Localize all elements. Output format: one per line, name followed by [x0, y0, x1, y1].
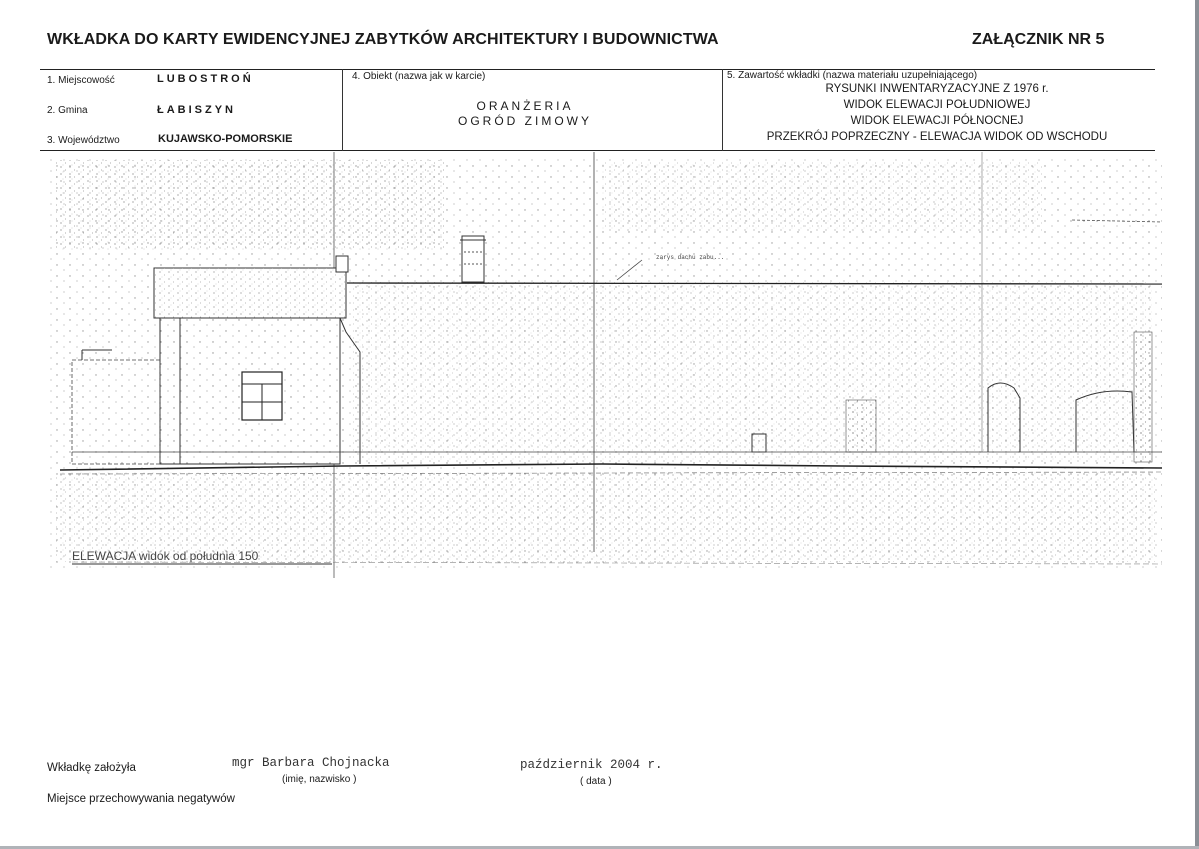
object-name	[395, 99, 655, 129]
document-title: WKŁADKA DO KARTY EWIDENCYJNEJ ZABYTKÓW ARCHITEKTURY I BUDOWNICTWA	[47, 31, 719, 48]
page-edge-right	[1195, 0, 1199, 849]
author-caption: (imię, nazwisko )	[282, 774, 357, 785]
commune-value: ŁABISZYN	[157, 104, 236, 116]
elevation-drawing	[42, 152, 1165, 578]
object-name-line-2: OGRÓD ZIMOWY	[458, 114, 592, 128]
object-label: 4. Obiekt (nazwa jak w karcie)	[352, 71, 486, 82]
created-by-label: Wkładkę założyła	[47, 762, 136, 774]
annex-number: ZAŁĄCZNIK NR 5	[972, 31, 1105, 48]
header-top-rule	[40, 69, 1155, 70]
content-item-1: RYSUNKI INWENTARYZACYJNE Z 1976 r.	[825, 83, 1049, 95]
date-caption: ( data )	[580, 776, 612, 787]
drawing-annotation: zarys dachu zabu...	[656, 254, 725, 261]
content-item-4: PRZEKRÓJ POPRZECZNY - ELEWACJA WIDOK OD WSCHODU	[766, 131, 1108, 143]
header-divider-1	[342, 69, 343, 151]
header-bottom-rule	[40, 150, 1155, 151]
content-label: 5. Zawartość wkładki (nazwa materiału uzupełniającego)	[727, 70, 978, 81]
commune-label: 2. Gmina	[47, 105, 88, 116]
creation-date: październik 2004 r.	[520, 758, 663, 772]
object-name-line-1: ORANŻERIA	[476, 99, 574, 113]
province-label: 3. Województwo	[47, 135, 120, 146]
drawing-caption: ELEWACJA widok od południa 150	[72, 549, 259, 563]
locality-label: 1. Miejscowość	[47, 75, 115, 86]
locality-value: LUBOSTROŃ	[157, 73, 254, 85]
negatives-location-label: Miejsce przechowywania negatywów	[47, 793, 235, 805]
content-item-2: WIDOK ELEWACJI POŁUDNIOWEJ	[843, 99, 1031, 111]
province-value: KUJAWSKO-POMORSKIE	[158, 133, 293, 145]
content-item-3: WIDOK ELEWACJI PÓŁNOCNEJ	[850, 115, 1024, 127]
author-name: mgr Barbara Chojnacka	[232, 756, 390, 770]
